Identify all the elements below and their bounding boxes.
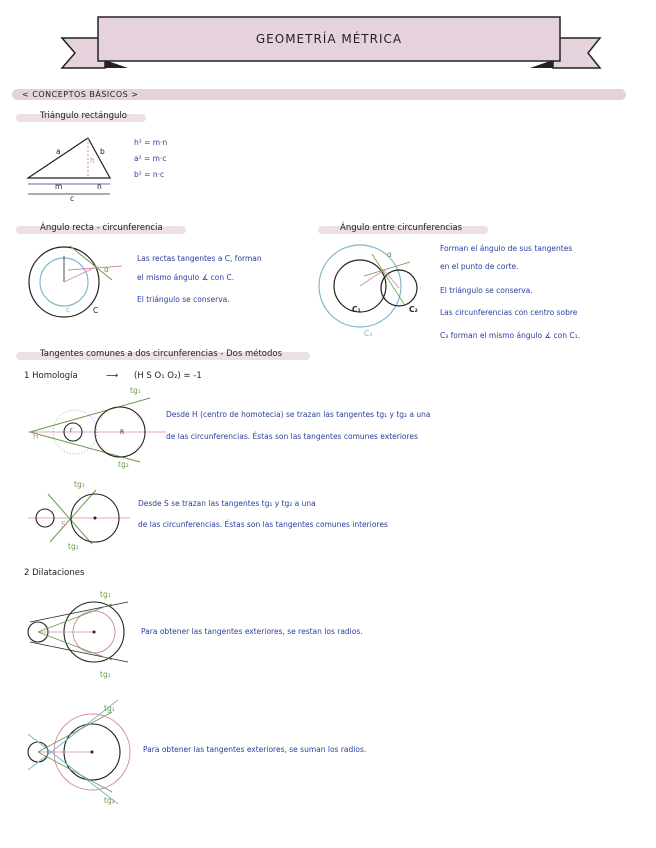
angle-circles-text-1: Forman el ángulo de sus tangentes	[440, 244, 573, 253]
method-2-label: 2 Dilataciones	[24, 568, 85, 578]
triangle-heading: Triángulo rectángulo	[40, 111, 127, 121]
angle-circles-text-5: C₃ forman el mismo ángulo ∡ con C₁.	[440, 331, 581, 340]
section-title: < CONCEPTOS BÁSICOS >	[22, 90, 139, 99]
label-tg1: tg₁	[74, 480, 85, 489]
formula-1: h² = m·n	[134, 138, 168, 147]
angle-circles-heading: Ángulo entre circunferencias	[340, 223, 463, 233]
circle-c3-label: C₃	[364, 329, 373, 338]
angle-line-text-3: El triángulo se conserva.	[137, 295, 230, 304]
circle-c2-label: C₂	[409, 305, 418, 314]
label-tg2: tg₂	[104, 796, 115, 805]
formula-3: b² = n·c	[134, 170, 165, 179]
label-b: b	[100, 147, 105, 156]
label-tg1: tg₁	[130, 386, 141, 395]
angle-line-text-2: el mismo ángulo ∡ con C.	[137, 273, 235, 282]
angle-circles-text-4: Las circunferencias con centro sobre	[440, 308, 578, 317]
label-tg2: tg₂	[118, 460, 129, 469]
label-H: H	[33, 432, 39, 441]
label-r2: R	[120, 429, 125, 436]
homology-ext-text-2: de las circunferencias. Éstas son las tangentes comunes exteriores	[166, 432, 418, 441]
label-h: h	[90, 156, 95, 165]
homology-int-text-2: de las circunferencias. Éstas son las tangentes comunes interiores	[138, 520, 388, 529]
angle-line-text-1: Las rectas tangentes a C, forman	[137, 254, 262, 263]
label-tg2: tg₂	[68, 542, 79, 551]
page-title: GEOMETRÍA MÉTRICA	[255, 32, 403, 46]
method-1-label: 1 Homología	[24, 371, 78, 381]
label-a: a	[56, 147, 61, 156]
label-m: m	[55, 182, 63, 191]
dilation-int-text: Para obtener las tangentes exteriores, se suman los radios.	[143, 745, 367, 754]
label-r1: r	[70, 427, 73, 434]
label-n: n	[97, 182, 102, 191]
circle-C-label: C	[93, 306, 99, 315]
angle-circles-text-3: El triángulo se conserva.	[440, 286, 533, 295]
label-tg1: tg₁	[100, 590, 111, 599]
label-tg2: tg₂	[100, 670, 111, 679]
tangents-heading: Tangentes comunes a dos circunferencias - Dos métodos	[40, 349, 283, 359]
formula-2: a² = m·c	[134, 154, 167, 163]
label-S: S	[61, 520, 66, 529]
angle-label: α	[387, 250, 392, 259]
method-1-arrow: ⟶	[106, 371, 119, 381]
label-c: c	[70, 194, 75, 203]
homology-int-text-1: Desde S se trazan las tangentes tg₁ y tg₂ a una	[138, 499, 316, 508]
dilation-ext-text: Para obtener las tangentes exteriores, se restan los radios.	[141, 627, 363, 636]
angle-line-heading: Ángulo recta - circunferencia	[40, 223, 163, 233]
circle-c1-label: C₁	[352, 305, 361, 314]
homology-ext-text-1: Desde H (centro de homotecia) se trazan las tangentes tg₁ y tg₂ a una	[166, 410, 431, 419]
circle-c-label: c	[66, 305, 71, 314]
label-tg1: tg₁	[104, 704, 115, 713]
method-1-formula: (H S O₁ O₂) = -1	[134, 371, 202, 381]
angle-label: α	[104, 265, 109, 274]
angle-circles-text-2: en el punto de corte.	[440, 262, 519, 271]
